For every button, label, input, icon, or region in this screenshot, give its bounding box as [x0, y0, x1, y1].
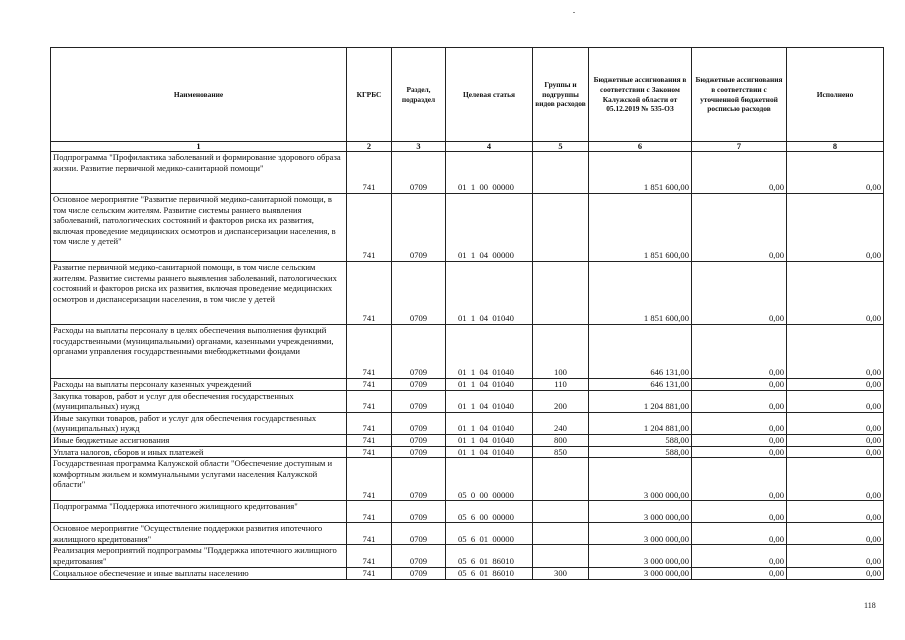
row-name: Социальное обеспечение и иные выплаты населению	[51, 567, 347, 579]
row-expense-group: 240	[533, 412, 589, 434]
row-executed-amount: 0,00	[787, 412, 884, 434]
row-kgrbs: 741	[347, 545, 392, 567]
header-assigned: Бюджетные ассигнования в соответствии с Законом Калужской области от 05.12.2019 № 535-ОЗ	[589, 48, 692, 142]
row-target-article: 01 1 04 00000	[446, 194, 533, 262]
row-refined-amount: 0,00	[692, 545, 787, 567]
row-assigned-amount: 3 000 000,00	[589, 567, 692, 579]
row-name: Иные закупки товаров, работ и услуг для обеспечения государственных (муниципальных) нужд	[51, 412, 347, 434]
row-name: Подпрограмма "Профилактика заболеваний и формирование здорового образа жизни. Развитие первичной медико-санитарной помощи"	[51, 152, 347, 194]
row-kgrbs: 741	[347, 501, 392, 523]
row-executed-amount: 0,00	[787, 379, 884, 391]
row-target-article: 01 1 04 01040	[446, 379, 533, 391]
row-target-article: 01 1 04 01040	[446, 412, 533, 434]
row-assigned-amount: 646 131,00	[589, 379, 692, 391]
table-row	[51, 390, 884, 412]
row-name: Подпрограмма "Поддержка ипотечного жилищного кредитования"	[51, 501, 347, 523]
header-target: Целевая статья	[446, 48, 533, 142]
row-section: 0709	[392, 446, 446, 458]
table-row	[51, 458, 884, 501]
row-expense-group: 100	[533, 325, 589, 379]
table-row	[51, 434, 884, 446]
row-refined-amount: 0,00	[692, 458, 787, 501]
row-target-article: 05 6 01 86010	[446, 545, 533, 567]
row-expense-group: 800	[533, 434, 589, 446]
header-name: Наименование	[51, 48, 347, 142]
row-kgrbs: 741	[347, 152, 392, 194]
row-refined-amount: 0,00	[692, 523, 787, 545]
table-row	[51, 501, 884, 523]
row-target-article: 01 1 04 01040	[446, 446, 533, 458]
column-number: 4	[446, 142, 533, 152]
row-target-article: 05 6 01 86010	[446, 567, 533, 579]
row-section: 0709	[392, 567, 446, 579]
table-row	[51, 412, 884, 434]
row-refined-amount: 0,00	[692, 501, 787, 523]
row-kgrbs: 741	[347, 379, 392, 391]
column-number: 3	[392, 142, 446, 152]
row-section: 0709	[392, 412, 446, 434]
row-target-article: 05 6 01 00000	[446, 523, 533, 545]
row-kgrbs: 741	[347, 412, 392, 434]
row-name: Расходы на выплаты персоналу в целях обеспечения выполнения функций государственными (муниципальными) органами, казенными учреждениями, органами управления государственными внебюджетными фондами	[51, 325, 347, 379]
row-refined-amount: 0,00	[692, 325, 787, 379]
row-kgrbs: 741	[347, 325, 392, 379]
row-executed-amount: 0,00	[787, 434, 884, 446]
row-assigned-amount: 3 000 000,00	[589, 545, 692, 567]
row-refined-amount: 0,00	[692, 434, 787, 446]
row-expense-group: 300	[533, 567, 589, 579]
row-executed-amount: 0,00	[787, 262, 884, 325]
row-executed-amount: 0,00	[787, 390, 884, 412]
row-target-article: 01 1 04 01040	[446, 325, 533, 379]
row-expense-group	[533, 501, 589, 523]
row-expense-group: 200	[533, 390, 589, 412]
row-section: 0709	[392, 390, 446, 412]
table-row	[51, 523, 884, 545]
row-target-article: 01 1 04 01040	[446, 262, 533, 325]
row-assigned-amount: 1 851 600,00	[589, 194, 692, 262]
row-name: Реализация мероприятий подпрограммы "Поддержка ипотечного жилищного кредитования"	[51, 545, 347, 567]
row-target-article: 05 6 00 00000	[446, 501, 533, 523]
row-kgrbs: 741	[347, 458, 392, 501]
row-name: Развитие первичной медико-санитарной помощи, в том числе сельским жителям. Развитие системы раннего выявления заболеваний, патологических состояний и факторов риска их развития, включая проведение медицинских осмотров и диспансеризации населения, в том числе у детей	[51, 262, 347, 325]
row-assigned-amount: 3 000 000,00	[589, 523, 692, 545]
row-kgrbs: 741	[347, 262, 392, 325]
row-executed-amount: 0,00	[787, 545, 884, 567]
row-expense-group: 110	[533, 379, 589, 391]
row-executed-amount: 0,00	[787, 446, 884, 458]
row-refined-amount: 0,00	[692, 262, 787, 325]
row-executed-amount: 0,00	[787, 325, 884, 379]
row-refined-amount: 0,00	[692, 412, 787, 434]
page-number: 118	[864, 601, 876, 610]
header-refined: Бюджетные ассигнования в соответствии с уточненной бюджетной росписью расходов	[692, 48, 787, 142]
table-row	[51, 379, 884, 391]
column-number: 2	[347, 142, 392, 152]
row-name: Государственная программа Калужской области "Обеспечение доступным и комфортным жильем и коммунальными услугами населения Калужской области"	[51, 458, 347, 501]
row-target-article: 01 1 04 01040	[446, 434, 533, 446]
row-name: Уплата налогов, сборов и иных платежей	[51, 446, 347, 458]
row-refined-amount: 0,00	[692, 446, 787, 458]
row-kgrbs: 741	[347, 446, 392, 458]
row-refined-amount: 0,00	[692, 152, 787, 194]
row-expense-group	[533, 523, 589, 545]
row-assigned-amount: 1 851 600,00	[589, 152, 692, 194]
header-row	[51, 48, 884, 142]
table-row	[51, 567, 884, 579]
row-target-article: 05 0 00 00000	[446, 458, 533, 501]
row-refined-amount: 0,00	[692, 379, 787, 391]
row-name: Основное мероприятие "Развитие первичной медико-санитарной помощи, в том числе сельским жителям. Развитие системы раннего выявления заболеваний, патологических состояний и факторов риска их развития, включая проведение медицинских осмотров и диспансеризации населения, в том числе у детей"	[51, 194, 347, 262]
row-assigned-amount: 1 204 881,00	[589, 390, 692, 412]
header-section: Раздел, подраздел	[392, 48, 446, 142]
row-expense-group	[533, 152, 589, 194]
row-section: 0709	[392, 325, 446, 379]
row-kgrbs: 741	[347, 523, 392, 545]
row-assigned-amount: 3 000 000,00	[589, 458, 692, 501]
table-row	[51, 262, 884, 325]
column-number: 7	[692, 142, 787, 152]
row-executed-amount: 0,00	[787, 523, 884, 545]
row-target-article: 01 1 04 01040	[446, 390, 533, 412]
scan-mark	[573, 12, 575, 13]
table-row	[51, 194, 884, 262]
row-target-article: 01 1 00 00000	[446, 152, 533, 194]
table-row	[51, 545, 884, 567]
row-section: 0709	[392, 194, 446, 262]
row-name: Расходы на выплаты персоналу казенных учреждений	[51, 379, 347, 391]
row-section: 0709	[392, 501, 446, 523]
row-section: 0709	[392, 262, 446, 325]
table-body	[51, 152, 884, 580]
column-number: 1	[51, 142, 347, 152]
row-section: 0709	[392, 458, 446, 501]
row-kgrbs: 741	[347, 390, 392, 412]
row-refined-amount: 0,00	[692, 194, 787, 262]
row-section: 0709	[392, 379, 446, 391]
row-section: 0709	[392, 523, 446, 545]
column-number: 6	[589, 142, 692, 152]
row-section: 0709	[392, 152, 446, 194]
row-expense-group	[533, 545, 589, 567]
row-expense-group	[533, 458, 589, 501]
row-assigned-amount: 3 000 000,00	[589, 501, 692, 523]
row-expense-group	[533, 194, 589, 262]
header-executed: Исполнено	[787, 48, 884, 142]
header-group: Группы и подгруппы видов расходов	[533, 48, 589, 142]
row-name: Иные бюджетные ассигнования	[51, 434, 347, 446]
header-kgrbs: КГРБС	[347, 48, 392, 142]
row-section: 0709	[392, 545, 446, 567]
table-row	[51, 152, 884, 194]
row-name: Основное мероприятие "Осуществление поддержки развития ипотечного жилищного кредитования"	[51, 523, 347, 545]
row-kgrbs: 741	[347, 567, 392, 579]
row-expense-group	[533, 262, 589, 325]
row-kgrbs: 741	[347, 434, 392, 446]
row-refined-amount: 0,00	[692, 390, 787, 412]
row-assigned-amount: 1 851 600,00	[589, 262, 692, 325]
table-row	[51, 446, 884, 458]
budget-table	[50, 47, 884, 580]
row-section: 0709	[392, 434, 446, 446]
row-executed-amount: 0,00	[787, 152, 884, 194]
row-executed-amount: 0,00	[787, 501, 884, 523]
row-assigned-amount: 1 204 881,00	[589, 412, 692, 434]
row-assigned-amount: 646 131,00	[589, 325, 692, 379]
row-refined-amount: 0,00	[692, 567, 787, 579]
row-assigned-amount: 588,00	[589, 434, 692, 446]
row-name: Закупка товаров, работ и услуг для обеспечения государственных (муниципальных) нужд	[51, 390, 347, 412]
column-number-row	[51, 142, 884, 152]
row-assigned-amount: 588,00	[589, 446, 692, 458]
row-expense-group: 850	[533, 446, 589, 458]
table-row	[51, 325, 884, 379]
column-number: 8	[787, 142, 884, 152]
row-executed-amount: 0,00	[787, 458, 884, 501]
row-executed-amount: 0,00	[787, 567, 884, 579]
column-number: 5	[533, 142, 589, 152]
row-kgrbs: 741	[347, 194, 392, 262]
row-executed-amount: 0,00	[787, 194, 884, 262]
